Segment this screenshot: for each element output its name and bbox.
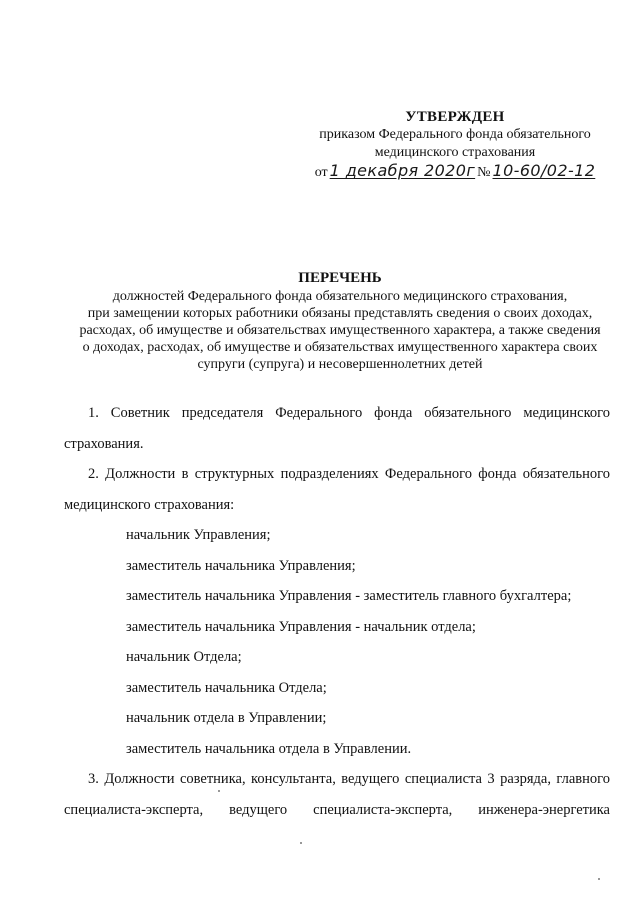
header-line: расходах, об имуществе и обязательствах имущественного характера, а также сведения [79,323,601,338]
approval-line-1: приказом Федерального фонда обязательного [319,127,591,142]
date-prefix: от [314,165,328,180]
number-sign: № [477,165,491,180]
document-title: ПЕРЕЧЕНЬ [298,270,382,286]
list-item: начальник Управления; [126,527,271,543]
handwritten-number: 10-60/02-12 [492,161,596,180]
header-line: должностей Федерального фонда обязательного медицинского страхования, [112,289,568,304]
scan-speck [598,878,600,880]
header-line: о доходах, расходах, об имуществе и обязательствах имущественного характера своих [82,340,598,355]
scan-speck [300,842,302,844]
approval-line-2: медицинского страхования [374,145,536,160]
approval-stamp [290,108,620,182]
list-item: начальник отдела в Управлении; [126,710,327,726]
header-line: супруги (супруга) и несовершеннолетних детей [197,357,483,372]
list-item: заместитель начальника отдела в Управлении. [126,740,412,757]
approval-title: УТВЕРЖДЕН [405,109,505,125]
paragraph-2: 2. Должности в структурных подразделениях Федерального фонда обязательного медицинского страхования: [64,466,610,513]
scan-speck [218,790,220,792]
handwritten-date: 1 декабря 2020г [329,161,476,180]
document-body [64,398,610,825]
list-item: заместитель начальника Управления - начальник отдела; [126,618,476,635]
header-line: при замещении которых работники обязаны представлять сведения о своих доходах, [87,306,593,321]
list-item: начальник Отдела; [126,649,242,665]
list-header [60,270,620,373]
paragraph-3: 3. Должности советника, консультанта, ведущего специалиста 3 разряда, главного специалиста-эксперта, ведущего специалиста-эксперта, инженера-энергетика [64,771,610,818]
list-item: заместитель начальника Управления; [126,557,356,574]
list-item: заместитель начальника Отдела; [126,679,327,696]
list-item: заместитель начальника Управления - заместитель главного бухгалтера; [126,588,572,604]
approval-date-line [290,162,620,182]
paragraph-1: 1. Советник председателя Федерального фонда обязательного медицинского страхования. [64,405,610,452]
